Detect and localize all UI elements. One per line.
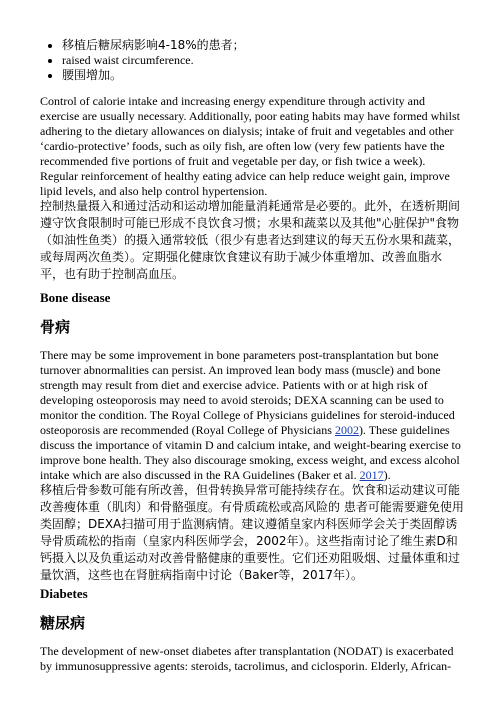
- heading-diabetes-zh: 糖尿病: [40, 614, 86, 632]
- paragraph-bone-en: [40, 348, 464, 483]
- paragraph-text: There may be some improvement in bone parameters post-transplantation but bone turnover abnormalities can persist. An improved lean body mass (muscle) and bone strength may result from diet and exercise advice. Patients with or at high risk of developing osteoporosis may need to avoid steroids; DEXA scanning can be used to monitor the condition. The Royal College of Physicians guidelines for steroid-induced osteoporosis are recommended (Royal College of Physicians: [40, 348, 455, 437]
- paragraph-text: ).: [383, 468, 391, 482]
- heading-bone-disease-zh: 骨病: [40, 318, 71, 336]
- list-item: • 腰围增加。: [62, 68, 486, 83]
- citation-link-2002[interactable]: 2002: [334, 423, 359, 437]
- heading-bone-disease: Bone disease: [40, 290, 111, 305]
- list-item: • 移植后糖尿病影响4-18%的患者；: [62, 38, 486, 53]
- bullet-list: [40, 38, 486, 83]
- heading-diabetes: Diabetes: [40, 586, 88, 601]
- paragraph-bone-zh: 移植后骨参数可能有所改善，但骨转换异常可能持续存在。饮食和运动建议可能改善瘦体重（肌肉）和骨骼强度。有骨质疏松或高风险的 患者可能需要避免使用类固醇；DEXA扫描可用于监测病情。建议遵循皇家内科医师学会关于类固醇诱导骨质疏松的指南（皇家内科医师学会，2002年）。这些指南讨论了维生素D和钙摄入以及负重运动对改善骨骼健康的重要性。它们还劝阻吸烟、过量体重和过量饮酒，这些也在肾脏病指南中讨论（Baker等，2017年）。: [40, 483, 464, 582]
- paragraph-calorie-zh: 控制热量摄入和通过活动和运动增加能量消耗通常是必要的。此外，在透析期间遵守饮食限制时可能已形成不良饮食习惯；水果和蔬菜以及其他"心脏保护"食物（如油性鱼类）的摄入通常较低（很少有患者达到建议的每天五份水果和蔬菜，或每周两次鱼类）。定期强化健康饮食建议有助于减少体重增加、改善血脂水平，也有助于控制高血压。: [40, 199, 461, 281]
- list-item: • raised waist circumference.: [62, 53, 486, 68]
- citation-link-2017[interactable]: 2017: [359, 468, 384, 482]
- paragraph-diabetes-en: The development of new-onset diabetes after transplantation (NODAT) is exacerbated by immunosuppressive agents: steroids, tacrolimus, and ciclosporin. Elderly, African-: [40, 644, 454, 673]
- paragraph-calorie-en: Control of calorie intake and increasing energy expenditure through activity and exercise are usually necessary. Additionally, poor eating habits may have formed whilst adhering to the dietary allowances on dialysis; intake of fruit and vegetables and other ‘cardio-protective’ foods, such as oily fish, are often low (very few patients have the recommended five portions of fruit and vegetable per day, or fish twice a week). Regular reinforcement of healthy eating advice can help reduce weight gain, improve lipid levels, and also help control hypertension.: [40, 94, 460, 198]
- paragraph-text: ). These guidelines discuss the importance of vitamin D and calcium intake, and weight-bearing exercise to improve bone health. They also discourage smoking, excess weight, and excess alcohol intake which are also discussed in the RA Guidelines (Baker et al.: [40, 423, 461, 482]
